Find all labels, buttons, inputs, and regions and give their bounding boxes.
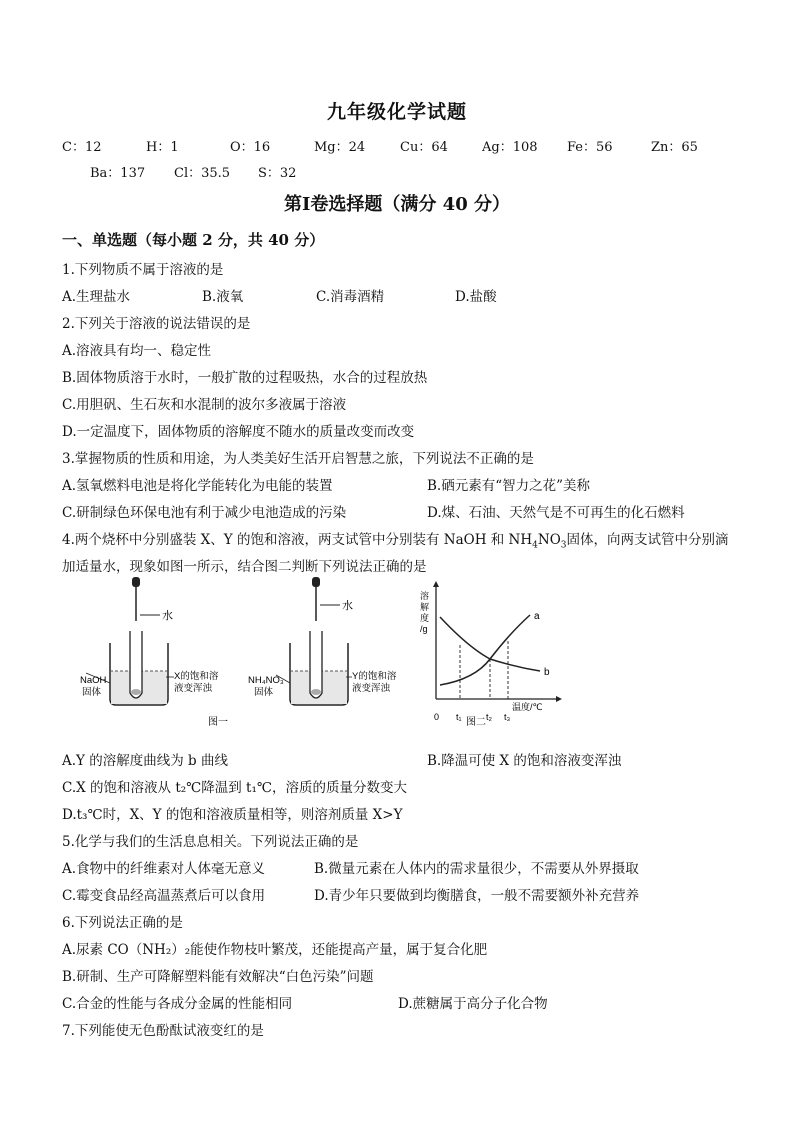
q5-option-b: B.微量元素在人体内的需求量很少，不需要从外界摄取: [314, 861, 639, 877]
y-solution-label-1: Y的饱和溶: [352, 671, 397, 682]
q5-option-a: A.食物中的纤维素对人体毫无意义: [62, 861, 266, 877]
question-4-stem-line-1: 4.两个烧杯中分别盛装 X、Y 的饱和溶液，两支试管中分别装有 NaOH 和 $NH_4NO_3$固体，向两支试管中分别滴: [62, 532, 729, 551]
q1-option-d: D.盐酸: [455, 289, 497, 305]
question-7-stem: 7.下列能使无色酚酞试液变红的是: [62, 1023, 264, 1039]
question-3-stem: 3.掌握物质的性质和用途，为人类美好生活开启智慧之旅，下列说法不正确的是: [62, 451, 534, 467]
atomic-mass: Cu：64: [400, 140, 448, 155]
apparatus-nh4no3: [248, 577, 397, 705]
x-axis-label: 温度/℃: [512, 702, 543, 712]
dropper-bulb-icon: [312, 577, 320, 587]
atomic-mass: O：16: [230, 140, 271, 155]
atomic-mass: Cl：35.5: [174, 166, 231, 181]
t2-label: t₂: [486, 712, 492, 722]
figure-svg: [70, 575, 600, 740]
atomic-mass: S：32: [258, 166, 297, 181]
atomic-mass: Ag：108: [482, 140, 538, 155]
q2-option-a: A.溶液具有均一、稳定性: [62, 343, 212, 359]
curve-b-label: b: [544, 667, 550, 678]
test-tube-icon: [310, 631, 322, 698]
x-solution-label-2: 液变浑浊: [174, 683, 213, 694]
q6-option-c: C.合金的性能与各成分金属的性能相同: [62, 996, 293, 1012]
figure-2-caption: 图二: [466, 717, 486, 728]
q4-option-c: C.X 的饱和溶液从 t₂℃降温到 t₁℃，溶质的质量分数变大: [62, 780, 408, 796]
atomic-mass: Mg：24: [314, 140, 366, 155]
atomic-mass: C：12: [62, 140, 102, 155]
figure-1-caption: 图一: [208, 717, 228, 728]
curve-a: [440, 615, 530, 685]
curve-a-label: a: [534, 611, 540, 622]
q4-option-d: D.t₃℃时，X、Y 的饱和溶液质量相等，则溶剂质量 X>Y: [62, 807, 403, 823]
page-title: 九年级化学试题: [326, 101, 467, 123]
atomic-mass: H：1: [146, 140, 179, 155]
svg-text:/g: /g: [420, 624, 428, 634]
question-4-figure: [70, 575, 600, 740]
x-solution-label-1: X的饱和溶: [174, 671, 219, 682]
atomic-mass: Zn：65: [651, 140, 698, 155]
question-5-stem: 5.化学与我们的生活息息相关。下列说法正确的是: [62, 834, 359, 850]
water-label: 水: [162, 610, 173, 622]
question-1-stem: 1.下列物质不属于溶液的是: [62, 262, 224, 278]
q2-option-c: C.用胆矾、生石灰和水混制的波尔多液属于溶液: [62, 397, 347, 413]
q6-option-d: D.蔗糖属于高分子化合物: [398, 996, 548, 1012]
question-2-stem: 2.下列关于溶液的说法错误的是: [62, 316, 251, 332]
svg-text:度: 度: [420, 613, 430, 623]
section-title: 第Ⅰ卷选择题（满分 40 分）: [283, 194, 510, 215]
q2-option-b: B.固体物质溶于水时，一般扩散的过程吸热，水合的过程放热: [62, 370, 428, 386]
q6-option-a: A.尿素 CO（NH₂）₂能使作物枝叶繁茂，还能提高产量，属于复合化肥: [62, 942, 488, 958]
dropper-bulb-icon: [132, 577, 140, 587]
water-label: 水: [342, 600, 353, 612]
t1-label: t₁: [456, 712, 462, 722]
nh4no3-label: NH₄NO₃: [248, 675, 284, 686]
q1-option-b: B.液氧: [202, 289, 244, 305]
t3-label: t₃: [504, 712, 511, 722]
q1-option-c: C.消毒酒精: [316, 289, 385, 305]
test-tube-icon: [130, 631, 142, 698]
q3-option-d: D.煤、石油、天然气是不可再生的化石燃料: [427, 505, 685, 521]
q5-option-c: C.霉变食品经高温蒸煮后可以食用: [62, 888, 266, 904]
y-axis-label: 溶: [420, 591, 430, 601]
question-6-stem: 6.下列说法正确的是: [62, 915, 183, 931]
q6-option-b: B.研制、生产可降解塑料能有效解决“白色污染”问题: [62, 969, 374, 985]
apparatus-naoh: [80, 577, 219, 705]
atomic-mass: Ba：137: [90, 166, 146, 181]
q4-option-a: A.Y 的溶解度曲线为 b 曲线: [62, 753, 228, 769]
naoh-label: NaOH: [80, 675, 107, 686]
solid-label: 固体: [82, 687, 102, 698]
atomic-mass: Fe：56: [567, 140, 613, 155]
y-solution-label-2: 液变浑浊: [352, 683, 391, 694]
q4-option-b: B.降温可使 X 的饱和溶液变浑浊: [427, 753, 622, 769]
part-title: 一、单选题（每小题 2 分，共 40 分）: [62, 231, 325, 249]
q3-option-a: A.氢氧燃料电池是将化学能转化为电能的装置: [62, 478, 333, 494]
curve-b: [440, 617, 540, 671]
q5-option-d: D.青少年只要做到均衡膳食，一般不需要额外补充营养: [314, 888, 640, 904]
svg-text:解: 解: [420, 602, 430, 612]
origin-label: 0: [434, 712, 440, 722]
solubility-chart: [420, 581, 562, 728]
q2-option-d: D.一定温度下，固体物质的溶解度不随水的质量改变而改变: [62, 424, 415, 440]
question-4-stem-line-2: 加适量水，现象如图一所示，结合图二判断下列说法正确的是: [62, 559, 427, 575]
q3-option-c: C.研制绿色环保电池有利于减少电池造成的污染: [62, 505, 347, 521]
q3-option-b: B.硒元素有“智力之花”美称: [427, 478, 591, 494]
solid-label: 固体: [254, 687, 274, 698]
q1-option-a: A.生理盐水: [62, 289, 131, 305]
